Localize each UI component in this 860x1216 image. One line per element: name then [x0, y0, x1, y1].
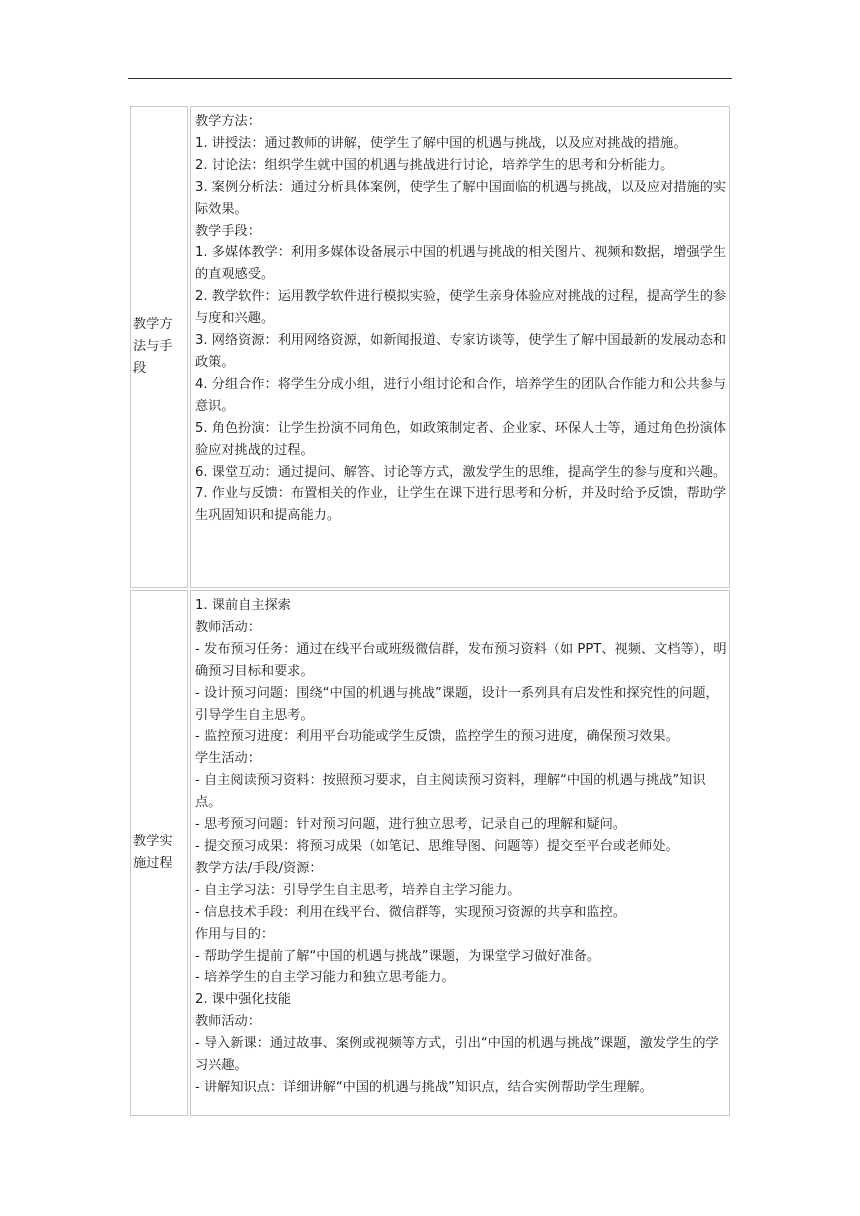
content-line: - 自主学习法：引导学生自主思考，培养自主学习能力。 — [195, 882, 521, 898]
content-line: - 导入新课：通过故事、案例或视频等方式，引出“中国的机遇与挑战”课题，激发学生的学习兴趣。 — [195, 1036, 719, 1074]
content-line: 教师活动： — [195, 1014, 261, 1030]
content-line: 1. 讲授法：通过教师的讲解，使学生了解中国的机遇与挑战，以及应对挑战的措施。 — [195, 135, 687, 151]
table-row-methods — [130, 106, 730, 588]
content-line: - 思考预习问题：针对预习问题，进行独立思考，记录自己的理解和疑问。 — [195, 817, 626, 833]
content-line: - 提交预习成果：将预习成果（如笔记、思维导图、问题等）提交至平台或老师处。 — [195, 838, 679, 854]
content-line: - 信息技术手段：利用在线平台、微信群等，实现预习资源的共享和监控。 — [195, 904, 626, 920]
row-content-methods — [190, 106, 730, 588]
content-line: - 自主阅读预习资料：按照预习要求，自主阅读预习资料，理解“中国的机遇与挑战”知识点。 — [195, 773, 706, 811]
content-line: 2. 教学软件：运用教学软件进行模拟实验，使学生亲身体验应对挑战的过程，提高学生的参与度和兴趣。 — [195, 289, 727, 327]
content-line: - 帮助学生提前了解“中国的机遇与挑战”课题，为课堂学习做好准备。 — [195, 948, 601, 964]
content-line: - 设计预习问题：围绕“中国的机遇与挑战”课题，设计一系列具有启发性和探究性的问题，引导学生自主思考。 — [195, 685, 719, 723]
content-line: 学生活动： — [195, 751, 261, 767]
content-line: 2. 课中强化技能 — [195, 992, 291, 1008]
content-line: 1. 课前自主探索 — [195, 598, 291, 613]
content-line: 教学方法/手段/资源： — [195, 860, 323, 876]
table-row-process — [130, 590, 730, 1116]
content-line: 教师活动： — [195, 619, 261, 635]
row-label-process: 教学实施过程 — [130, 590, 188, 1116]
row-content-process — [190, 590, 730, 1116]
content-line: 6. 课堂互动：通过提问、解答、讨论等方式，激发学生的思维，提高学生的参与度和兴趣。 — [195, 464, 727, 480]
header-rule — [128, 78, 732, 79]
content-line: - 发布预习任务：通过在线平台或班级微信群，发布预习资料（如 PPT、视频、文档等），明确预习目标和要求。 — [195, 641, 727, 679]
content-line: - 培养学生的自主学习能力和独立思考能力。 — [195, 970, 455, 986]
lesson-plan-table — [128, 104, 732, 1118]
content-line: - 讲解知识点：详细讲解“中国的机遇与挑战”知识点，结合实例帮助学生理解。 — [195, 1079, 653, 1095]
content-line: 5. 角色扮演：让学生扮演不同角色，如政策制定者、企业家、环保人士等，通过角色扮演体验应对挑战的过程。 — [195, 420, 727, 458]
content-line: 4. 分组合作：将学生分成小组，进行小组讨论和合作，培养学生的团队合作能力和公共参与意识。 — [195, 376, 727, 414]
content-line: - 监控预习进度：利用平台功能或学生反馈，监控学生的预习进度，确保预习效果。 — [195, 729, 679, 745]
content-line: 作用与目的： — [195, 926, 275, 942]
content-line: 2. 讨论法：组织学生就中国的机遇与挑战进行讨论，培养学生的思考和分析能力。 — [195, 157, 674, 173]
content-line: 教学手段： — [195, 223, 261, 239]
content-line: 教学方法： — [195, 114, 261, 129]
row-label-methods: 教学方法与手段 — [130, 106, 188, 588]
content-line: 7. 作业与反馈：布置相关的作业，让学生在课下进行思考和分析，并及时给予反馈，帮助学生巩固知识和提高能力。 — [195, 486, 727, 524]
content-line: 1. 多媒体教学：利用多媒体设备展示中国的机遇与挑战的相关图片、视频和数据，增强学生的直观感受。 — [195, 245, 727, 283]
content-line: 3. 网络资源：利用网络资源，如新闻报道、专家访谈等，使学生了解中国最新的发展动态和政策。 — [195, 333, 727, 370]
content-line: 3. 案例分析法：通过分析具体案例，使学生了解中国面临的机遇与挑战，以及应对措施的实际效果。 — [195, 179, 727, 217]
